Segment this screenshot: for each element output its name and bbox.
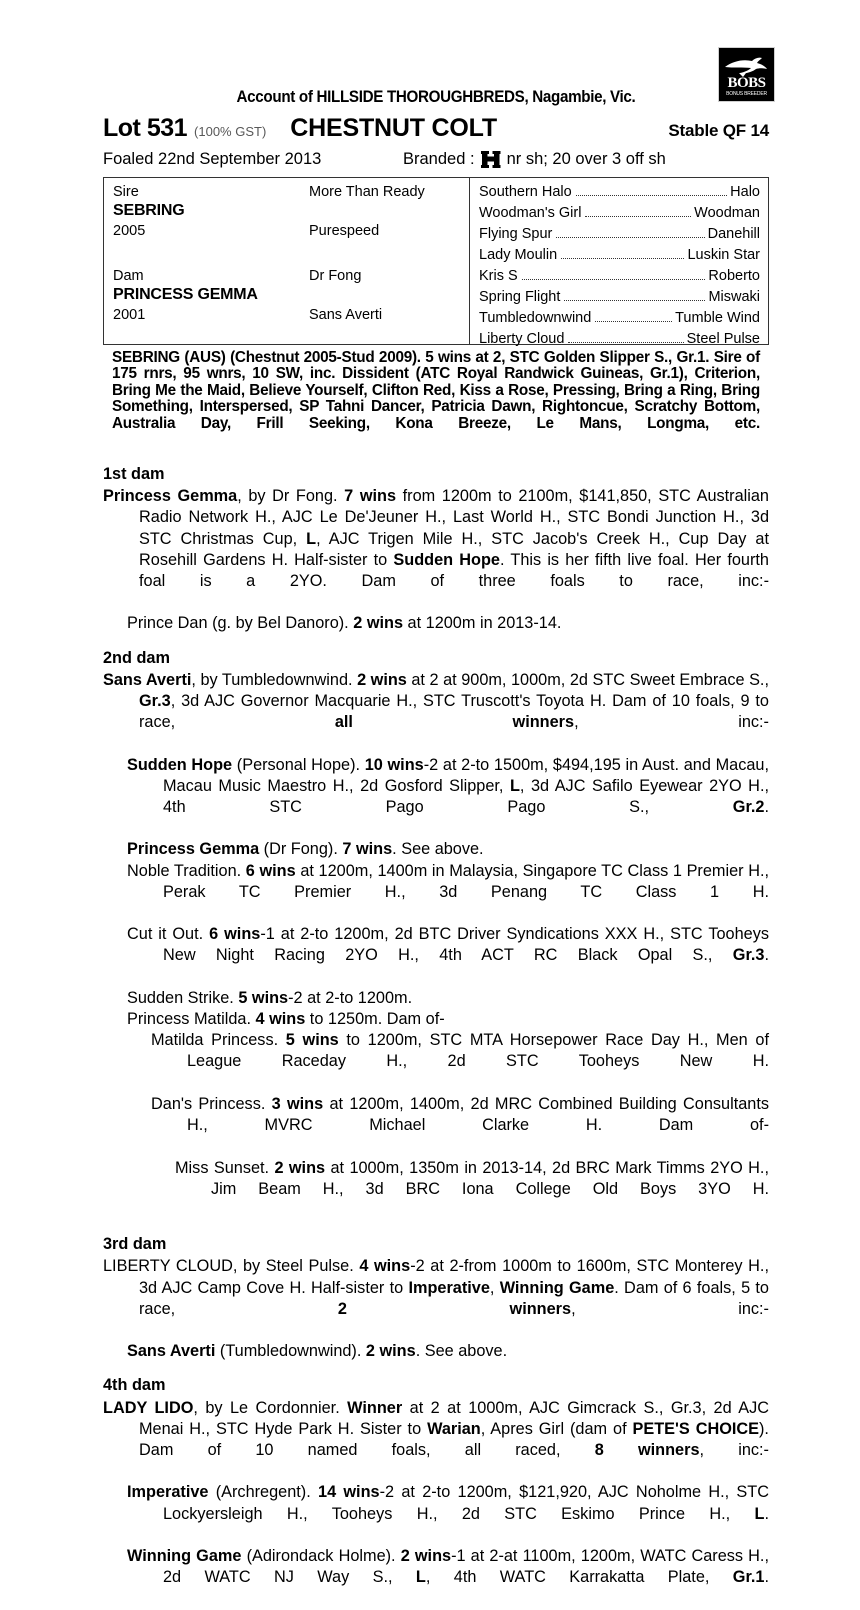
dot-leader — [564, 300, 705, 301]
foaled-date: Foaled 22nd September 2013 — [103, 150, 322, 168]
pedigree-entry: Matilda Princess. 5 wins to 1200m, STC MTA Horsepower Race Day H., Men of League Raceday H., 2d STC Tooheys New H. — [151, 1031, 769, 1071]
gst-note: (100% GST) — [194, 124, 267, 139]
lot-row — [103, 114, 769, 143]
sire-name: SEBRING — [113, 202, 185, 219]
grandparent-name: Spring Flight — [479, 289, 561, 305]
brand-detail: nr sh; 20 over 3 off sh — [506, 150, 666, 168]
pedigree-entry: Sudden Hope (Personal Hope). 10 wins-2 at 2-to 1500m, $494,195 in Aust. and Macau, Macau Music Maestro H., 2d Gosford Slipper, L, 3d AJC Safilo Eyewear 2YO H., 4th STC Pago Pago S., Gr.2. — [127, 755, 769, 817]
grandparent-row — [479, 289, 760, 305]
grandparent-sire: Tumble Wind — [675, 310, 760, 326]
account-line: Account of HILLSIDE THOROUGHBREDS, Nagambie, Vic. — [236, 88, 636, 106]
sire-year: 2005 — [113, 223, 146, 239]
svg-text:BONUS BREEDER: BONUS BREEDER — [726, 91, 767, 97]
dot-leader — [522, 279, 706, 280]
dam-sire: Dr Fong — [309, 268, 362, 284]
grandparent-sire: Steel Pulse — [686, 331, 760, 347]
pedigree-entry: Princess Gemma (Dr Fong). 7 wins. See above. — [127, 840, 484, 859]
grandparent-sire: Roberto — [708, 268, 760, 284]
dam-year: 2001 — [113, 307, 146, 323]
pedigree-entry: Princess Gemma, by Dr Fong. 7 wins from 1200m to 2100m, $141,850, STC Australian Radio Network H., AJC Le De'Jeuner H., Last World H., STC Bondi Junction H., 3d STC Christmas Cup, L, AJC Trigen Mile H., STC Jacob's Creek H., Cup Day at Rosehill Gardens H. Half-sister to Sudden Hope. This is her fifth live foal. Her fourth foal is a 2YO. Dam of three foals to race, inc:- — [103, 487, 769, 591]
dam-name: PRINCESS GEMMA — [113, 286, 258, 303]
stable-location: Stable QF 14 — [668, 121, 769, 140]
pedigree-entry: Winning Game (Adirondack Holme). 2 wins-1 at 2-at 1100m, 1200m, WATC Caress H., 2d WATC NJ Way S., L, 4th WATC Karrakatta Plate, Gr.1. — [127, 1546, 770, 1587]
dam-label: Dam — [113, 268, 144, 284]
grandparent-row — [479, 310, 760, 326]
grandparent-name: Flying Spur — [479, 226, 553, 242]
pedigree-entry: Cut it Out. 6 wins-1 at 2-to 1200m, 2d BTC Driver Syndications XXX H., STC Tooheys New Night Racing 2YO H., 4th ACT RC Black Opal S., Gr.3. — [127, 925, 769, 965]
grandparent-name: Tumbledownwind — [479, 310, 592, 326]
dam-heading: 2nd dam — [103, 648, 170, 667]
pedigree-entry: Sans Averti, by Tumbledownwind. 2 wins at 2 at 900m, 1000m, 2d STC Sweet Embrace S., Gr.3, 3d AJC Governor Macquarie H., STC Truscott's Toyota H. Dam of 10 foals, 9 to race, all winners, inc:- — [103, 670, 769, 732]
dot-leader — [595, 321, 672, 322]
grandparent-name: Woodman's Girl — [479, 205, 582, 221]
grandparent-row — [479, 247, 760, 263]
grandparent-row — [479, 268, 760, 284]
pedigree-entry: Dan's Princess. 3 wins at 1200m, 1400m, 2d MRC Combined Building Consultants H., MVRC Michael Clarke H. Dam of- — [151, 1094, 769, 1135]
dam-heading: 4th dam — [103, 1376, 166, 1395]
colour-sex-title: CHESTNUT COLT — [290, 114, 497, 142]
pedigree-entry: Princess Matilda. 4 wins to 1250m. Dam of- — [127, 1010, 445, 1029]
pedigree-entry: Imperative (Archregent). 14 wins-2 at 2-to 1200m, $121,920, AJC Noholme H., STC Lockyersleigh H., Tooheys H., 2d STC Eskimo Prince H., L. — [127, 1483, 769, 1523]
pedigree-table — [103, 177, 769, 345]
pedigree-left-columns — [104, 178, 470, 344]
section-gap — [103, 1362, 769, 1375]
grandparent-name: Liberty Cloud — [479, 331, 565, 347]
pedigree-entry: Noble Tradition. 6 wins at 1200m, 1400m in Malaysia, Singapore TC Class 1 Premier H., Perak TC Premier H., 3d Penang TC Class 1 H. — [127, 861, 770, 901]
dot-leader — [576, 195, 727, 196]
grandparent-sire: Halo — [730, 184, 760, 200]
grandparent-name: Lady Moulin — [479, 247, 558, 263]
grandparent-row — [479, 331, 760, 347]
grandparent-name: Kris S — [479, 268, 518, 284]
sire-label: Sire — [113, 184, 139, 200]
lot-number: Lot 531 — [103, 114, 188, 142]
branded-label: Branded : — [403, 150, 475, 168]
pedigree-entry: Miss Sunset. 2 wins at 1000m, 1350m in 2013-14, 2d BRC Mark Timms 2YO H., Jim Beam H., 3d BRC Iona College Old Boys 3YO H. — [175, 1158, 769, 1198]
grandparent-sire: Woodman — [694, 205, 760, 221]
dot-leader — [585, 216, 691, 217]
grandparent-name: Southern Halo — [479, 184, 572, 200]
dot-leader — [568, 342, 683, 343]
sire-summary: SEBRING (AUS) (Chestnut 2005-Stud 2009). 5 wins at 2, STC Golden Slipper S., Gr.1. Sire of 175 rnrs, 95 wnrs, 10 SW, inc. Dissident (ATC Royal Randwick Guineas, Gr.1), Criterion, Bring Me the Maid, Believe Yourself, Clifton Red, Kiss a Rose, Pressing, Bring a Ring, Bring Something, Interspersed, SP Tahni Dancer, Patricia Dawn, Rightoncue, Scratchy Bottom, Australia Day, Frill Seeking, Kona Breeze, Le Mans, Longma, etc. — [112, 349, 760, 432]
grandparent-sire: Danehill — [707, 226, 760, 242]
sire-dam: Purespeed — [309, 223, 380, 239]
pedigree-prose — [103, 464, 769, 1610]
sire-sire: More Than Ready — [309, 184, 425, 200]
section-gap — [103, 635, 769, 648]
page-header — [103, 88, 769, 169]
pedigree-entry: LADY LIDO, by Le Cordonnier. Winner at 2 at 1000m, AJC Gimcrack S., Gr.3, 2d AJC Menai H., STC Hyde Park H. Sister to Warian, Apres Girl (dam of PETE'S CHOICE). Dam of 10 named foals, all raced, 8 winners, inc:- — [103, 1398, 769, 1459]
pedigree-entry: Sudden Strike. 5 wins-2 at 2-to 1200m. — [127, 988, 413, 1007]
brand-symbol-icon — [481, 151, 501, 168]
pedigree-entry: Sans Averti (Tumbledownwind). 2 wins. See above. — [127, 1342, 508, 1361]
dam-dam: Sans Averti — [309, 307, 383, 323]
grandparent-row — [479, 205, 760, 221]
pedigree-grandparents — [470, 178, 768, 347]
grandparent-sire: Miswaki — [708, 289, 760, 305]
pedigree-entry: LIBERTY CLOUD, by Steel Pulse. 4 wins-2 at 2-from 1000m to 1600m, STC Monterey H., 3d AJC Camp Cove H. Half-sister to Imperative, Winning Game. Dam of 6 foals, 5 to race, 2 winners, inc:- — [103, 1257, 769, 1318]
grandparent-row — [479, 184, 760, 200]
grandparent-sire: Luskin Star — [687, 247, 760, 263]
dam-heading: 1st dam — [103, 465, 165, 483]
section-gap — [103, 1221, 769, 1234]
dot-leader — [561, 258, 684, 259]
svg-text:BOBS: BOBS — [727, 75, 766, 91]
brand-h-glyph — [481, 151, 501, 168]
dam-heading: 3rd dam — [103, 1235, 167, 1254]
pedigree-entry: Prince Dan (g. by Bel Danoro). 2 wins at 1200m in 2013-14. — [127, 614, 562, 633]
foaled-row — [103, 150, 769, 169]
grandparent-row — [479, 226, 760, 242]
dot-leader — [556, 237, 704, 238]
